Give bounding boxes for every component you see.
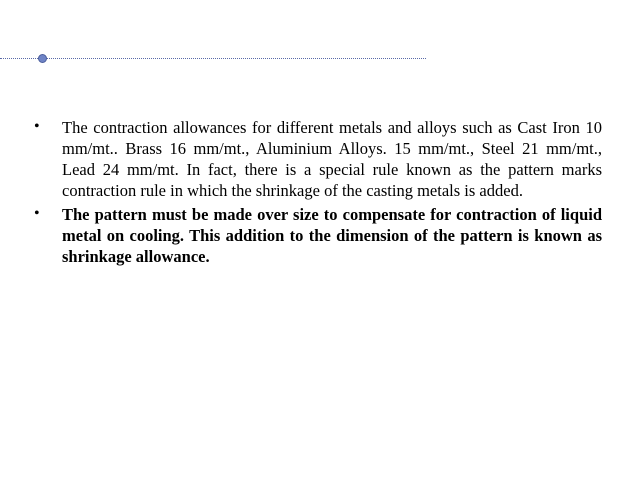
slide-body — [34, 117, 602, 270]
header-rule-dot-icon — [38, 54, 47, 63]
bullet-icon: • — [34, 118, 40, 135]
header-dotted-rule — [0, 58, 426, 59]
bullet-text: The pattern must be made over size to compensate for contraction of liquid metal on cooling. This addition to the dimension of the pattern is known as shrinkage allowance. — [62, 205, 602, 266]
bullet-text: The contraction allowances for different metals and alloys such as Cast Iron 10 mm/mt.. Brass 16 mm/mt., Aluminium Alloys. 15 mm/mt., Steel 21 mm/mt., Lead 24 mm/mt. In fact, there is a special rule known as the pattern marks contraction rule in which the shrinkage of the casting metals is added. — [62, 118, 602, 200]
bullet-item-shrinkage-allowance — [34, 204, 602, 267]
bullet-icon: • — [34, 205, 40, 222]
bullet-item-contraction-values — [34, 117, 602, 201]
